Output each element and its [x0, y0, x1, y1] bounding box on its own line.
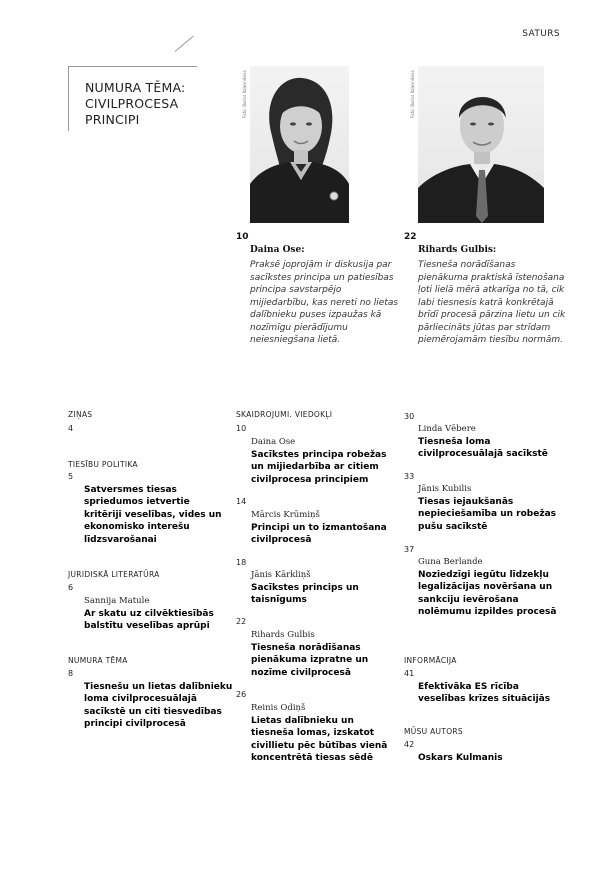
toc-entry-author: Daina Ose — [251, 437, 296, 447]
toc-section-label: SKAIDROJUMI. VIEDOKĻI — [236, 410, 333, 419]
toc-page-number[interactable]: 6 — [68, 583, 74, 592]
toc-entry-author: Jānis Kārkliņš — [251, 570, 311, 580]
toc-page-number[interactable]: 37 — [404, 545, 415, 554]
toc-entry-title[interactable]: Sacīkstes princips un taisnīgums — [251, 583, 359, 606]
toc-entry-title[interactable]: Principi un to izmantošana civilprocesā — [251, 523, 387, 546]
toc-entry-author: Linda Vēbere — [418, 424, 476, 434]
theme-frame-diagonal — [175, 36, 194, 52]
toc-entry-title[interactable]: Oskars Kulmanis — [418, 753, 503, 763]
toc-page-number[interactable]: 30 — [404, 412, 415, 421]
toc-section-label: INFORMĀCIJA — [404, 656, 457, 665]
toc-entry-author: Sannija Matule — [84, 596, 150, 606]
toc-entry-title[interactable]: Tiesnešu un lietas dalībnieku loma civilprocesuālajā sacīkstē un citi tiesvedības principi civilprocesā — [84, 682, 233, 730]
issue-theme-title: NUMURA TĒMA: CIVILPROCESA PRINCIPI — [85, 80, 186, 127]
toc-entry-author: Reinis Odiņš — [251, 703, 306, 713]
toc-entry-title[interactable]: Noziedzīgi iegūtu līdzekļu legalizācijas novēršana un sankciju ievērošana nolēmumu izpildes procesā — [418, 570, 557, 618]
featured-quote: Tiesneša norādīšanas pienākuma praktiskā īstenošana ļoti lielā mērā atkarīga no tā, cik labi tiesnesis katrā konkrētajā brīdī procesā pārzina lietu un cik pārliecināts jūtas par strīdam piemērojamām tiesību normām. — [418, 260, 566, 345]
toc-page-number[interactable]: 18 — [236, 558, 247, 567]
featured-page-number[interactable]: 22 — [404, 232, 417, 242]
toc-entry-title[interactable]: Ar skatu uz cilvēktiesībās balstītu veselības aprūpi — [84, 609, 214, 632]
toc-section-label: NUMURA TĒMA — [68, 656, 128, 665]
toc-section-label: TIESĪBU POLITIKA — [68, 460, 138, 469]
featured-quote: Praksē joprojām ir diskusija par sacīkstes principa un patiesības principa savstarpējo mijiedarbību, kas nereti no lietas dalībnieku puses izpaužas kā nozīmīgu pierādījumu neiesniegšana lietā. — [250, 260, 399, 345]
toc-entry-author: Jānis Kubilis — [418, 484, 472, 494]
featured-page-number[interactable]: 10 — [236, 232, 249, 242]
toc-page-number[interactable]: 8 — [68, 669, 74, 678]
toc-section-label: ZIŅAS — [68, 410, 93, 419]
toc-entry-title[interactable]: Sacīkstes principa robežas un mijiedarbība ar citiem civilprocesa principiem — [251, 450, 387, 485]
toc-entry-title[interactable]: Satversmes tiesas spriedumos ietvertie kritēriji veselības, vides un ekonomisko interešu līdzsvarošanai — [84, 485, 222, 545]
toc-section-label: MŪSU AUTORS — [404, 727, 463, 736]
toc-page-number[interactable]: 10 — [236, 424, 247, 433]
toc-entry-title[interactable]: Efektīvāka ES rīcība veselības krīzes situācijās — [418, 682, 551, 705]
section-header-label: SATURS — [522, 29, 560, 39]
toc-page-number[interactable]: 4 — [68, 424, 74, 433]
toc-page-number[interactable]: 42 — [404, 740, 415, 749]
toc-entry-author: Rihards Gulbis — [251, 630, 315, 640]
featured-author-name: Daina Ose: — [250, 245, 305, 255]
toc-entry-author: Mārcis Krūmiņš — [251, 510, 320, 520]
featured-author-name: Rihards Gulbis: — [418, 245, 497, 255]
toc-section-label: JURIDISKĀ LITERATŪRA — [68, 570, 160, 579]
toc-page-number[interactable]: 22 — [236, 617, 247, 626]
photo-credit-1: Foto: Boriss Koļesņikovs — [242, 70, 247, 118]
toc-entry-title[interactable]: Lietas dalībnieku un tiesneša lomas, izskatot civillietu pēc būtības vienā koncentrētā tiesas sēdē — [251, 716, 388, 764]
photo-rihards-gulbis — [418, 66, 544, 223]
photo-credit-2: Foto: Boriss Koļesņikovs — [410, 70, 415, 118]
toc-entry-title[interactable]: Tiesas iejaukšanās nepieciešamība un robežas pušu sacīkstē — [418, 497, 556, 532]
toc-page-number[interactable]: 41 — [404, 669, 415, 678]
toc-page-number[interactable]: 33 — [404, 472, 415, 481]
toc-page-number[interactable]: 5 — [68, 472, 74, 481]
toc-entry-title[interactable]: Tiesneša norādīšanas pienākuma izpratne un nozīme civilprocesā — [251, 643, 369, 678]
toc-page-number[interactable]: 14 — [236, 497, 247, 506]
toc-entry-author: Guna Berlande — [418, 557, 483, 567]
toc-page-number[interactable]: 26 — [236, 690, 247, 699]
toc-entry-title[interactable]: Tiesneša loma civilprocesuālajā sacīkstē — [418, 437, 548, 460]
photo-daina-ose — [250, 66, 349, 223]
